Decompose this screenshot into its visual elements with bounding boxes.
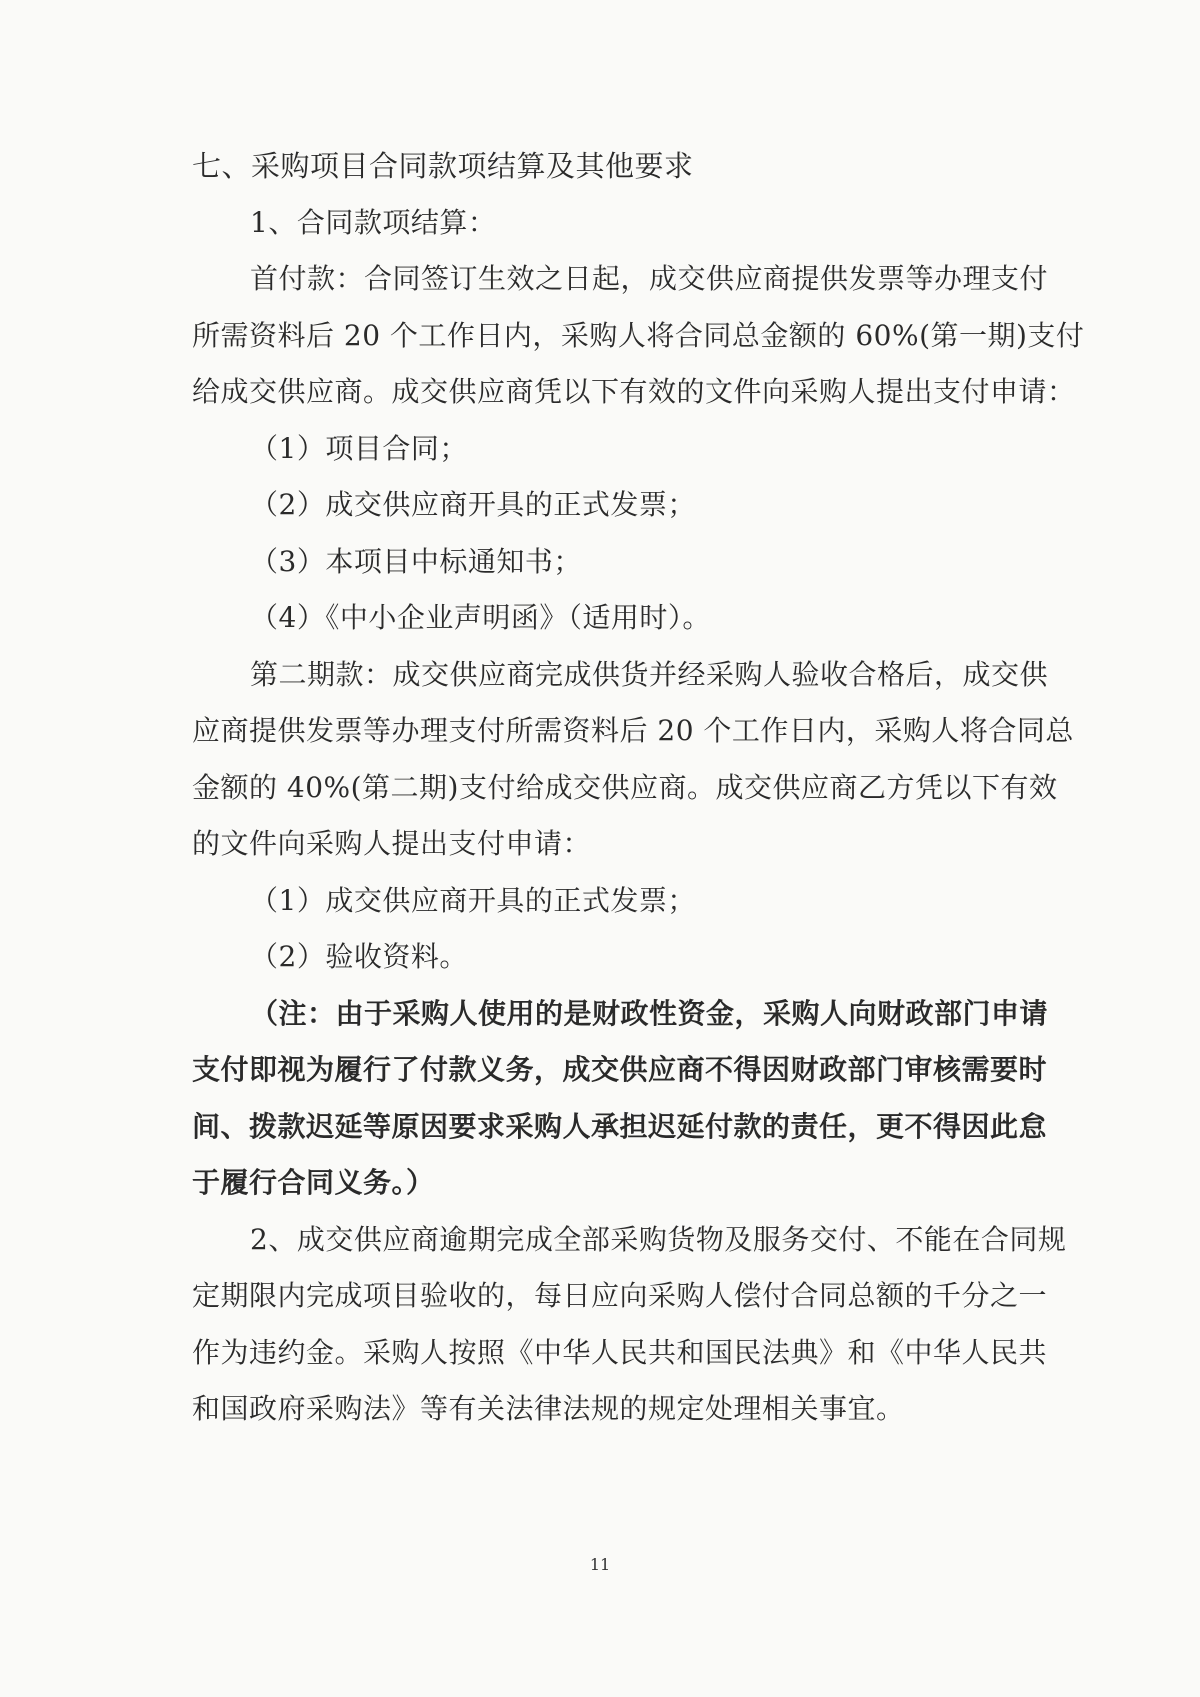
item2-line-2: 定期限内完成项目验收的，每日应向采购人偿付合同总额的千分之一 [192,1279,1048,1312]
second-payment-doc-1: （1）成交供应商开具的正式发票； [250,884,696,917]
note-line-2: 支付即视为履行了付款义务，成交供应商不得因财政部门审核需要时 [192,1053,1048,1086]
section-heading: 七、采购项目合同款项结算及其他要求 [192,149,694,183]
page-number: 11 [589,1555,611,1574]
second-payment-line-3: 金额的 40%(第二期)支付给成交供应商。成交供应商乙方凭以下有效 [192,771,1058,804]
note-line-4: 于履行合同义务。） [192,1166,435,1199]
second-payment-line-1: 第二期款：成交供应商完成供货并经采购人验收合格后，成交供 [250,658,1049,691]
item1-title: 1、合同款项结算： [250,206,497,239]
second-payment-line-2: 应商提供发票等办理支付所需资料后 20 个工作日内，采购人将合同总 [192,714,1074,747]
first-payment-doc-3: （3）本项目中标通知书； [250,545,582,578]
first-payment-line-2: 所需资料后 20 个工作日内，采购人将合同总金额的 60%(第一期)支付 [192,319,1085,352]
second-payment-line-4: 的文件向采购人提出支付申请： [192,827,592,860]
first-payment-doc-4: （4）《中小企业声明函》（适用时）。 [250,601,711,634]
item2-line-3: 作为违约金。采购人按照《中华人民共和国民法典》和《中华人民共 [192,1336,1048,1369]
item2-line-4: 和国政府采购法》等有关法律法规的规定处理相关事宜。 [192,1392,905,1425]
first-payment-doc-1: （1）项目合同； [250,432,468,465]
note-line-3: 间、拨款迟延等原因要求采购人承担迟延付款的责任，更不得因此怠 [192,1110,1048,1143]
item2-line-1: 2、成交供应商逾期完成全部采购货物及服务交付、不能在合同规 [250,1223,1067,1256]
first-payment-doc-2: （2）成交供应商开具的正式发票； [250,488,696,521]
first-payment-line-3: 给成交供应商。成交供应商凭以下有效的文件向采购人提出支付申请： [192,375,1076,408]
second-payment-doc-2: （2）验收资料。 [250,940,468,973]
first-payment-line-1: 首付款：合同签订生效之日起，成交供应商提供发票等办理支付 [250,262,1049,295]
note-line-1: （注：由于采购人使用的是财政性资金，采购人向财政部门申请 [250,997,1049,1030]
